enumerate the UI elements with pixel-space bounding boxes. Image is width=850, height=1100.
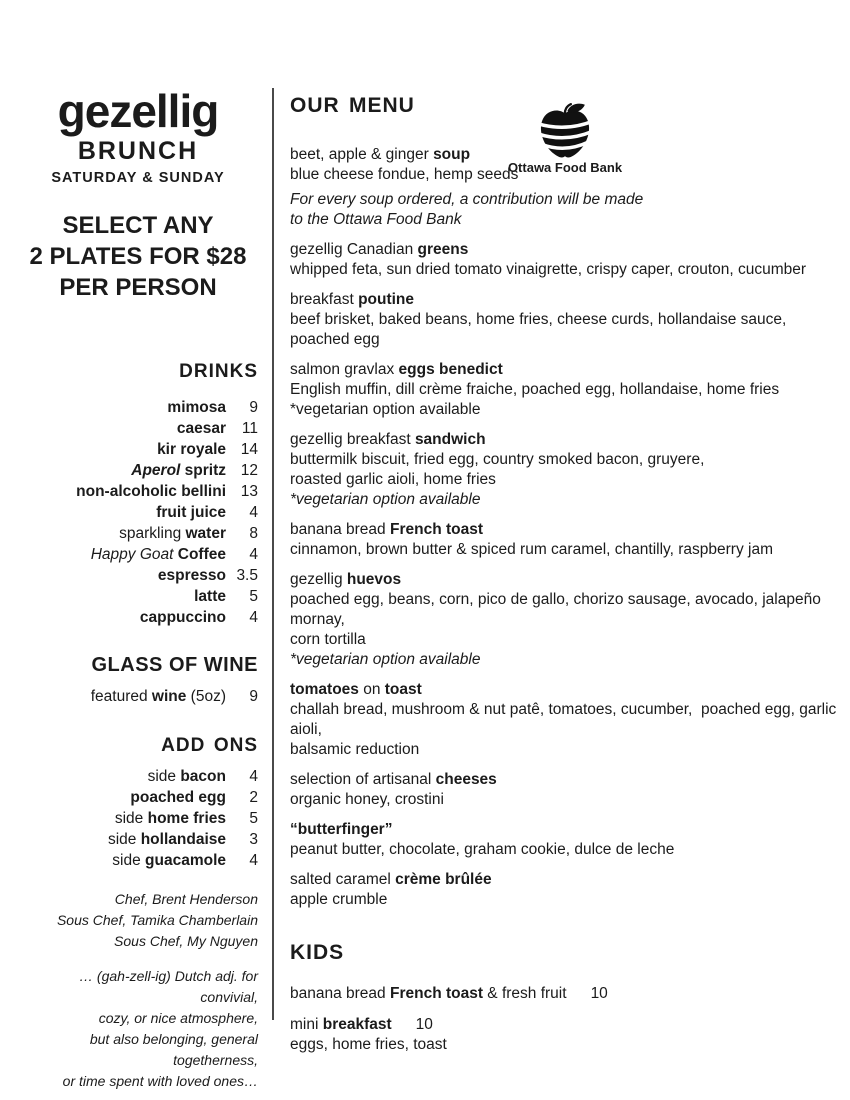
description-line: *vegetarian option available xyxy=(290,401,481,418)
drink-name: non-alcoholic bellini xyxy=(76,483,226,500)
addon-row xyxy=(18,766,258,787)
offer-line: SELECT ANY xyxy=(62,212,214,239)
description-line: blue cheese fondue, hemp seeds xyxy=(290,166,519,183)
description-line: poached egg xyxy=(290,331,380,348)
menu-item-name: tomatoes on toast xyxy=(290,681,422,698)
menu-item-description xyxy=(290,165,838,185)
wine-name: featured wine (5oz) xyxy=(90,688,226,705)
description-line: challah bread, mushroom & nut patê, tomatoes, cucumber, poached egg, garlic aioli, xyxy=(290,701,841,738)
menu-item-name: banana bread French toast xyxy=(290,521,483,538)
addon-name: side home fries xyxy=(114,810,226,827)
logo-subtitle: BRUNCH xyxy=(77,137,199,165)
kids-header: kids xyxy=(290,933,345,966)
kids-item-price: 10 xyxy=(415,1016,433,1033)
drink-row xyxy=(18,586,258,607)
drink-row xyxy=(18,502,258,523)
drink-name: Aperol spritz xyxy=(131,462,226,479)
addon-row xyxy=(18,808,258,829)
menu-item-description xyxy=(290,310,838,350)
drink-price: 13 xyxy=(240,483,258,500)
description-line: English muffin, dill crème fraiche, poached egg, hollandaise, home fries xyxy=(290,381,780,398)
menu-item-description xyxy=(290,540,838,560)
chef-credit-line: Sous Chef, My Nguyen xyxy=(114,933,258,949)
definition-line: or time spent with loved ones… xyxy=(62,1073,258,1089)
menu-item-name: breakfast poutine xyxy=(290,291,415,308)
offer-text xyxy=(18,210,258,303)
addon-price: 2 xyxy=(249,789,258,806)
menu-item xyxy=(290,145,838,230)
menu-item xyxy=(290,770,838,810)
drink-price: 4 xyxy=(249,546,258,563)
addon-price: 4 xyxy=(249,852,258,869)
menu-item-name: gezellig Canadian greens xyxy=(290,241,469,258)
menu-item-name: salmon gravlax eggs benedict xyxy=(290,361,503,378)
definition-line: but also belonging, general togetherness, xyxy=(89,1031,258,1068)
menu-header: our menu xyxy=(290,86,415,119)
left-column xyxy=(18,85,258,1092)
description-line: whipped feta, sun dried tomato vinaigrette, crispy caper, crouton, cucumber xyxy=(290,261,807,278)
addon-row xyxy=(18,829,258,850)
definition-line: … (gah-zell-ig) Dutch adj. for convivial, xyxy=(79,968,258,1005)
drink-row xyxy=(18,439,258,460)
drink-price: 11 xyxy=(241,420,258,437)
drink-row xyxy=(18,607,258,628)
drinks-header: drinks xyxy=(179,353,258,383)
kids-description-line: eggs, home fries, toast xyxy=(290,1036,447,1053)
column-divider xyxy=(272,88,274,1020)
drink-row xyxy=(18,565,258,586)
menu-item xyxy=(290,520,838,560)
chef-credit-line: Sous Chef, Tamika Chamberlain xyxy=(56,912,258,928)
addon-name: side hollandaise xyxy=(107,831,226,848)
main-menu-column xyxy=(290,85,841,1066)
addon-name: side guacamole xyxy=(112,852,226,869)
description-line: beef brisket, baked beans, home fries, cheese curds, hollandaise sauce, xyxy=(290,311,787,328)
description-line: *vegetarian option available xyxy=(290,651,481,668)
addon-name: poached egg xyxy=(130,789,226,806)
drink-price: 3.5 xyxy=(236,567,258,584)
drink-price: 5 xyxy=(249,588,258,605)
drink-price: 14 xyxy=(240,441,258,458)
addons-list xyxy=(18,766,258,871)
logo-title: gezellig xyxy=(57,85,219,137)
addon-price: 5 xyxy=(249,810,258,827)
description-line: corn tortilla xyxy=(290,631,366,648)
kids-item-name-row xyxy=(290,984,838,1004)
food-bank-label: Ottawa Food Bank xyxy=(507,160,623,175)
description-line: *vegetarian option available xyxy=(290,491,481,508)
kids-item-price: 10 xyxy=(590,985,608,1002)
description-line: organic honey, crostini xyxy=(290,791,444,808)
drink-name: Happy Goat Coffee xyxy=(90,546,226,563)
drink-price: 4 xyxy=(249,504,258,521)
menu-item-name: salted caramel crème brûlée xyxy=(290,871,492,888)
wine-list xyxy=(18,686,258,707)
kids-item-name-row xyxy=(290,1015,838,1035)
drink-price: 12 xyxy=(240,462,258,479)
kids-item-name: mini breakfast xyxy=(290,1016,392,1033)
description-line: apple crumble xyxy=(290,891,388,908)
menu-item xyxy=(290,820,838,860)
drink-price: 9 xyxy=(249,399,258,416)
kids-item-description xyxy=(290,1035,838,1055)
menu-item xyxy=(290,570,838,670)
description-line: balsamic reduction xyxy=(290,741,420,758)
menu-item-description xyxy=(290,260,838,280)
kids-menu-item xyxy=(290,984,838,1004)
restaurant-logo xyxy=(18,85,258,186)
description-line: buttermilk biscuit, fried egg, country smoked bacon, gruyere, xyxy=(290,451,705,468)
chef-credit-line: Chef, Brent Henderson xyxy=(114,891,258,907)
menu-item xyxy=(290,290,838,350)
drinks-list xyxy=(18,397,258,628)
drink-name: mimosa xyxy=(167,399,226,416)
drink-row xyxy=(18,397,258,418)
drink-row xyxy=(18,481,258,502)
drink-row xyxy=(18,544,258,565)
menu-item xyxy=(290,430,838,510)
menu-item xyxy=(290,240,838,280)
wine-header: GLASS OF WINE xyxy=(91,654,258,676)
offer-line: 2 PLATES FOR $28 xyxy=(29,243,247,270)
note-line: For every soup ordered, a contribution will be made xyxy=(290,191,644,208)
addon-row xyxy=(18,787,258,808)
menu-item-note xyxy=(290,190,838,230)
gezellig-definition xyxy=(18,966,258,1092)
drink-row xyxy=(18,460,258,481)
description-line: peanut butter, chocolate, graham cookie, dulce de leche xyxy=(290,841,675,858)
description-line: roasted garlic aioli, home fries xyxy=(290,471,496,488)
menu-item-name: selection of artisanal cheeses xyxy=(290,771,497,788)
addon-price: 3 xyxy=(249,831,258,848)
menu-item-description xyxy=(290,380,838,420)
drink-name: espresso xyxy=(157,567,226,584)
drink-name: kir royale xyxy=(157,441,226,458)
menu-item xyxy=(290,360,838,420)
menu-item-description xyxy=(290,840,838,860)
logo-days: SATURDAY & SUNDAY xyxy=(51,170,225,186)
menu-item-name: gezellig huevos xyxy=(290,571,402,588)
addons-header: add ons xyxy=(161,727,258,757)
menu-item-description xyxy=(290,790,838,810)
offer-line: PER PERSON xyxy=(59,274,217,301)
menu-item-name: beet, apple & ginger soup xyxy=(290,146,471,163)
drink-price: 4 xyxy=(249,609,258,626)
definition-line: cozy, or nice atmosphere, xyxy=(98,1010,258,1026)
chef-credits xyxy=(18,889,258,952)
drink-row xyxy=(18,418,258,439)
addon-name: side bacon xyxy=(147,768,226,785)
kids-items xyxy=(290,984,838,1055)
menu-item-name: “butterfinger” xyxy=(290,821,393,838)
wine-row xyxy=(18,686,258,707)
menu-item-description xyxy=(290,890,838,910)
note-line: to the Ottawa Food Bank xyxy=(290,211,462,228)
menu-item-description xyxy=(290,450,838,510)
description-line: cinnamon, brown butter & spiced rum caramel, chantilly, raspberry jam xyxy=(290,541,773,558)
addon-row xyxy=(18,850,258,871)
drink-price: 8 xyxy=(249,525,258,542)
menu-items xyxy=(290,145,841,910)
menu-item-description xyxy=(290,590,838,670)
menu-item-name: gezellig breakfast sandwich xyxy=(290,431,486,448)
drink-name: sparkling water xyxy=(119,525,226,542)
kids-menu-item xyxy=(290,1015,838,1055)
addon-price: 4 xyxy=(249,768,258,785)
menu-item-description xyxy=(290,700,841,760)
drink-row xyxy=(18,523,258,544)
drink-name: caesar xyxy=(176,420,226,437)
kids-item-name: banana bread French toast & fresh fruit xyxy=(290,985,567,1002)
drink-name: latte xyxy=(194,588,226,605)
drink-name: fruit juice xyxy=(156,504,226,521)
wine-price: 9 xyxy=(249,688,258,705)
drink-name: cappuccino xyxy=(139,609,226,626)
menu-item xyxy=(290,680,841,760)
menu-item xyxy=(290,870,838,910)
description-line: poached egg, beans, corn, pico de gallo, chorizo sausage, avocado, jalapeño mornay, xyxy=(290,591,826,628)
